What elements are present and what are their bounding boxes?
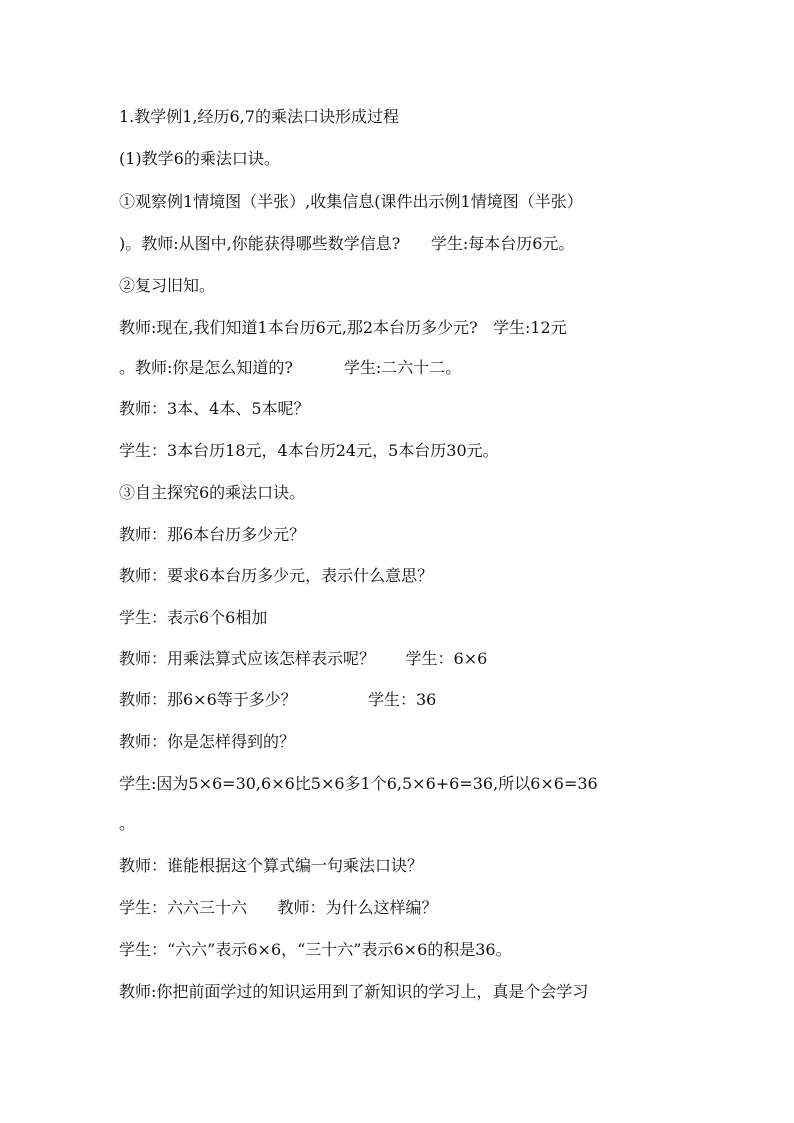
- text-line: 教师：要求6本台历多少元，表示什么意思？: [119, 566, 434, 585]
- text-line: 教师：那6本台历多少元？: [119, 525, 306, 544]
- text-line: (1)教学6的乘法口诀。: [119, 149, 280, 168]
- text-line: 教师：谁能根据这个算式编一句乘法口诀？: [119, 856, 424, 875]
- text-line: 教师：3本、4本、5本呢？: [119, 399, 310, 418]
- text-line: 学生：表示6个6相加: [119, 608, 268, 627]
- text-line: 。: [119, 814, 136, 833]
- text-line: ②复习旧知。: [119, 276, 216, 295]
- text-line: 学生：六六三十六 教师：为什么这样编？: [119, 898, 438, 917]
- text-line: ③自主探究6的乘法口诀。: [119, 483, 306, 502]
- text-line: 。教师:你是怎么知道的? 学生:二六十二。: [119, 358, 462, 377]
- text-line: 教师：用乘法算式应该怎样表示呢？ 学生：6×6: [119, 649, 488, 668]
- text-line: 教师：你是怎样得到的？: [119, 732, 296, 751]
- text-line: )。教师:从图中,你能获得哪些数学信息? 学生:每本台历6元。: [119, 234, 575, 253]
- text-line: ①观察例1情境图（半张）,收集信息(课件出示例1情境图（半张）: [119, 192, 583, 211]
- text-line: 教师：那6×6等于多少？ 学生：36: [119, 690, 437, 709]
- text-line: 学生：“六六”表示6×6，“三十六”表示6×6的积是36。: [119, 940, 512, 959]
- text-line: 1.教学例1,经历6,7的乘法口诀形成过程: [119, 107, 399, 126]
- text-line: 学生：3本台历18元，4本台历24元，5本台历30元。: [119, 441, 499, 460]
- text-line: 学生:因为5×6=30,6×6比5×6多1个6,5×6+6=36,所以6×6=36: [119, 774, 598, 793]
- text-line: 教师:你把前面学过的知识运用到了新知识的学习上，真是个会学习: [119, 982, 589, 1001]
- text-line: 教师:现在,我们知道1本台历6元,那2本台历多少元? 学生:12元: [119, 318, 567, 337]
